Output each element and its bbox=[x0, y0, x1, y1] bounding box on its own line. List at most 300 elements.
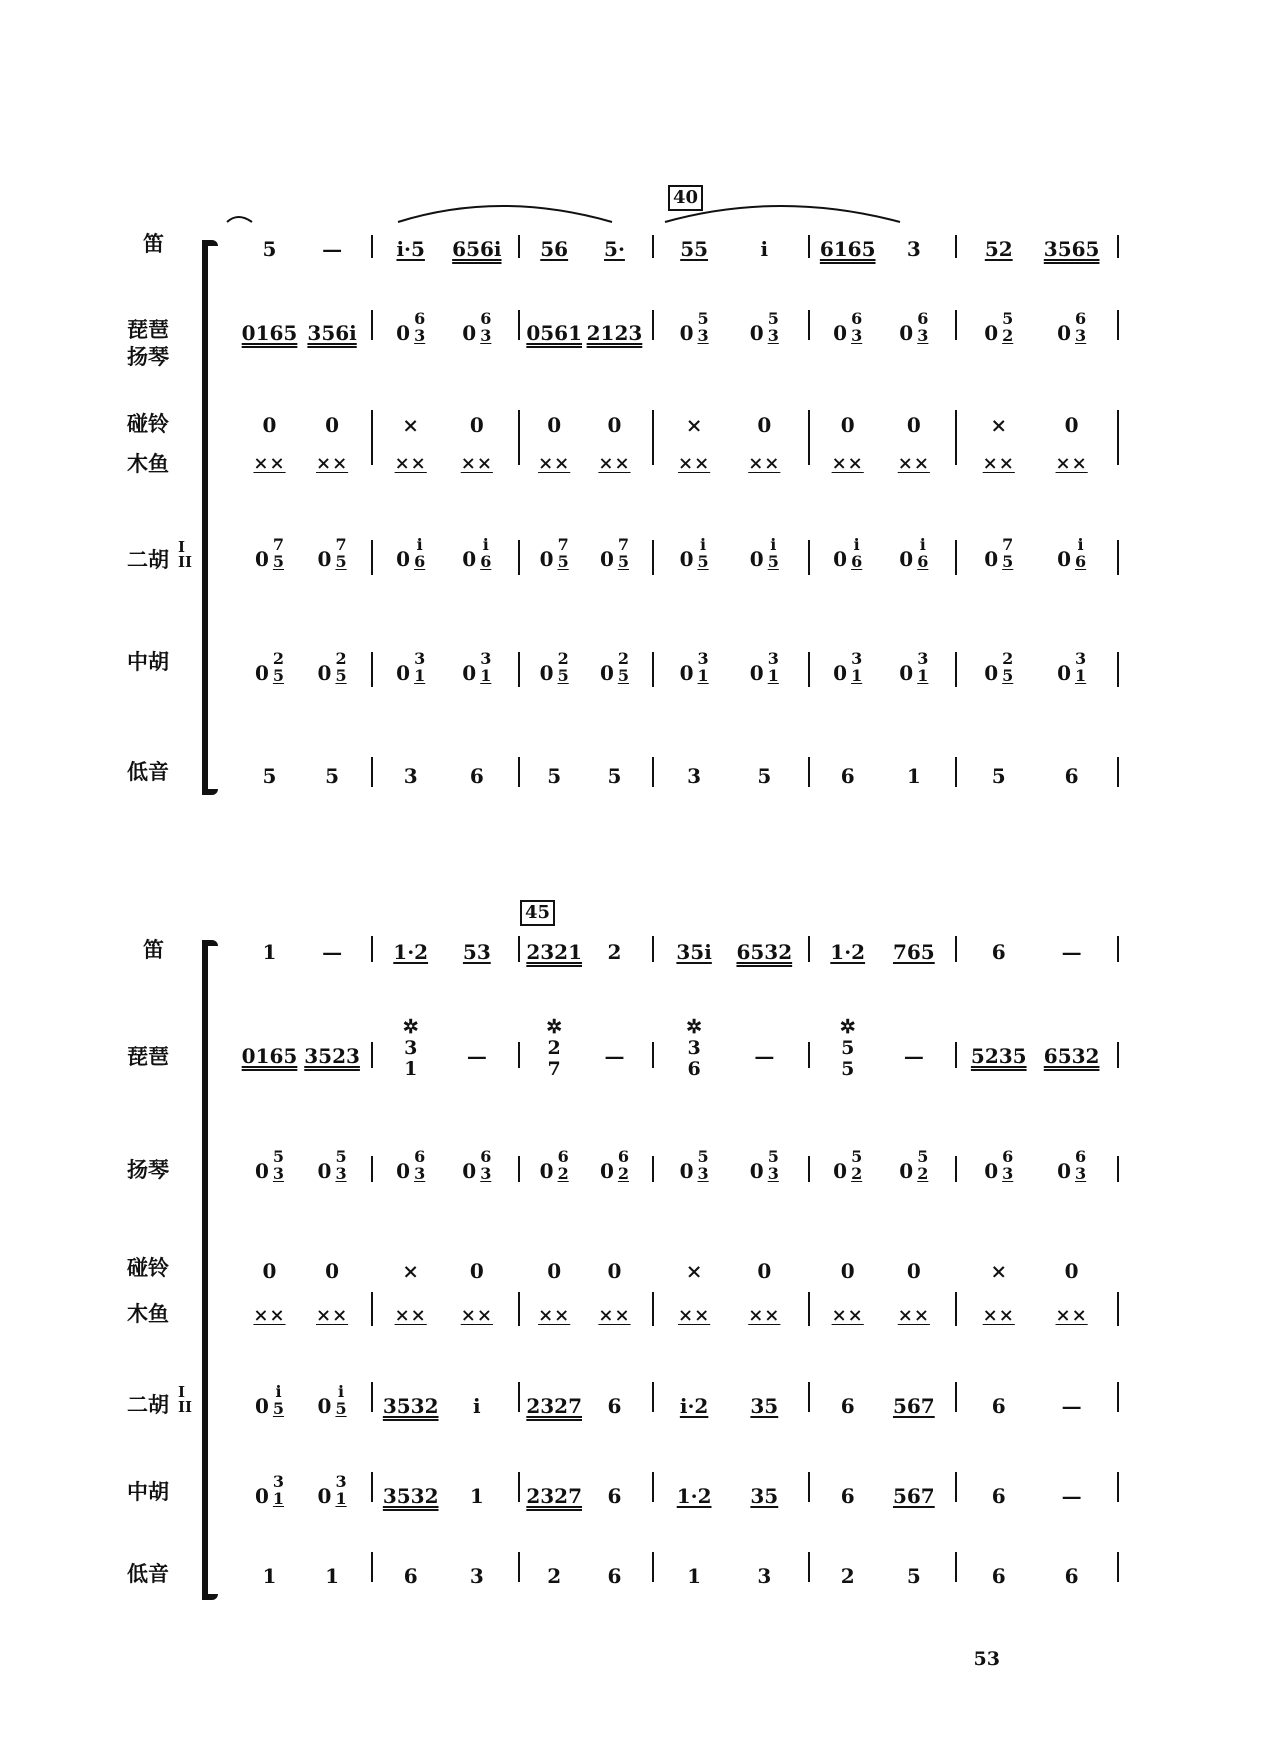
pipa-note-part: ✲ bbox=[402, 1016, 419, 1038]
pipa_yangqin-note-lower: 3 bbox=[767, 326, 779, 345]
erhu-note-upper: 7 bbox=[617, 535, 629, 554]
zhonghu-note: 6 bbox=[607, 1484, 622, 1508]
zhonghu-note-zero: 0 bbox=[984, 661, 999, 685]
pipa_yangqin-note-upper: 6 bbox=[1075, 309, 1087, 328]
pipa_yangqin-note-upper: 5 bbox=[767, 309, 779, 328]
muyu-note: ×× bbox=[598, 1305, 631, 1326]
diyin-note: 5 bbox=[547, 764, 562, 788]
yangqin-note-lower: 3 bbox=[414, 1164, 426, 1183]
pipa_yangqin-note-lower: 2 bbox=[1002, 326, 1014, 345]
erhu-note-upper: 7 bbox=[272, 535, 285, 554]
pipa_yangqin-note-lower: 3 bbox=[697, 326, 709, 345]
erhu-note-upper: i bbox=[919, 535, 926, 554]
pengling-note: × bbox=[685, 413, 703, 437]
pipa-note: — bbox=[604, 1044, 625, 1068]
pengling-note: × bbox=[990, 1259, 1008, 1283]
pipa-note-part: 7 bbox=[547, 1058, 561, 1080]
pipa_yangqin-note-zero: 0 bbox=[984, 321, 999, 345]
diyin-note: 3 bbox=[757, 1564, 772, 1588]
yangqin-note-lower: 3 bbox=[272, 1164, 285, 1183]
yangqin-note-upper: 5 bbox=[767, 1147, 779, 1166]
instrument-label: 木鱼 bbox=[127, 1302, 169, 1326]
diyin-note: 5 bbox=[325, 764, 340, 788]
diyin-note: 5 bbox=[607, 764, 622, 788]
diyin-note: 5 bbox=[906, 1564, 921, 1588]
diyin-note: 6 bbox=[607, 1564, 622, 1588]
pipa-note: 6532 bbox=[1043, 1044, 1100, 1068]
erhu-note-zero: 0 bbox=[749, 547, 764, 571]
diyin-note: 3 bbox=[687, 764, 702, 788]
pipa_yangqin-note-zero: 0 bbox=[833, 321, 848, 345]
muyu-note: ×× bbox=[831, 1305, 864, 1326]
diyin-note: 1 bbox=[325, 1564, 340, 1588]
erhu-note-lower: 5 bbox=[697, 552, 709, 571]
pengling-note: 0 bbox=[469, 1259, 484, 1283]
zhonghu-note-upper: 3 bbox=[335, 1472, 347, 1491]
zhonghu-note-zero: 0 bbox=[899, 661, 914, 685]
zhonghu-note-upper: 3 bbox=[917, 649, 929, 668]
diyin-note: 5 bbox=[262, 764, 277, 788]
pengling-note: 0 bbox=[547, 1259, 562, 1283]
pengling-note: 0 bbox=[757, 413, 772, 437]
zhonghu-note-lower: 1 bbox=[1075, 666, 1087, 685]
zhonghu-note-lower: 1 bbox=[480, 666, 492, 685]
pipa_yangqin-note-zero: 0 bbox=[679, 321, 694, 345]
yangqin-note-lower: 3 bbox=[1075, 1164, 1087, 1183]
diyin-note: 6 bbox=[403, 1564, 418, 1588]
zhonghu-note-upper: 3 bbox=[767, 649, 779, 668]
zhonghu-note-zero: 0 bbox=[254, 661, 269, 685]
diyin-note: 1 bbox=[906, 764, 921, 788]
yangqin-note-zero: 0 bbox=[317, 1159, 332, 1183]
yangqin-note-lower: 3 bbox=[767, 1164, 779, 1183]
erhu-note-zero: 0 bbox=[679, 547, 694, 571]
muyu-note: ×× bbox=[538, 1305, 571, 1326]
di-note: — bbox=[322, 237, 343, 261]
pipa-note-part: 6 bbox=[687, 1058, 701, 1080]
diyin-note: 2 bbox=[840, 1564, 855, 1588]
pipa_yangqin-note-upper: 5 bbox=[1002, 309, 1014, 328]
yangqin-note-zero: 0 bbox=[599, 1159, 614, 1183]
instrument-label: 碰铃 bbox=[127, 412, 169, 436]
zhonghu-note: 1 bbox=[469, 1484, 484, 1508]
erhu-note-upper: i bbox=[338, 1382, 345, 1401]
pengling-note: × bbox=[990, 413, 1008, 437]
muyu-note: ×× bbox=[460, 1305, 493, 1326]
zhonghu-note-zero: 0 bbox=[679, 661, 694, 685]
pipa_yangqin-note-lower: 3 bbox=[917, 326, 929, 345]
erhu-note-lower: 5 bbox=[272, 552, 285, 571]
erhu-note-lower: 6 bbox=[851, 552, 863, 571]
pengling-note: 0 bbox=[547, 413, 562, 437]
erhu-note-lower: 6 bbox=[1075, 552, 1087, 571]
erhu-note-zero: 0 bbox=[833, 547, 848, 571]
zhonghu-note: 6 bbox=[840, 1484, 855, 1508]
pipa_yangqin-note-upper: 6 bbox=[480, 309, 492, 328]
instrument-label: 二胡 bbox=[127, 1393, 169, 1417]
erhu-note-zero: 0 bbox=[984, 547, 999, 571]
yangqin-note-lower: 3 bbox=[480, 1164, 492, 1183]
pengling-note: 0 bbox=[840, 1259, 855, 1283]
diyin-note: 5 bbox=[757, 764, 772, 788]
erhu-note: 2327 bbox=[526, 1394, 583, 1418]
yangqin-note-upper: 6 bbox=[617, 1147, 629, 1166]
di-note: i bbox=[760, 237, 769, 261]
di-note: 2 bbox=[607, 940, 622, 964]
zhonghu-note-lower: 1 bbox=[272, 1489, 285, 1508]
muyu-note: ×× bbox=[460, 453, 493, 474]
pipa_yangqin-note: 2123 bbox=[586, 321, 643, 345]
erhu-note-upper: i bbox=[275, 1382, 282, 1401]
pipa-note-part: 2 bbox=[547, 1037, 561, 1059]
yangqin-note-upper: 5 bbox=[335, 1147, 347, 1166]
page-number: 53 bbox=[973, 1648, 1000, 1670]
di-note: 55 bbox=[680, 237, 709, 261]
muyu-note: ×× bbox=[253, 453, 286, 474]
pipa-note-part: 3 bbox=[687, 1037, 701, 1059]
diyin-note: 5 bbox=[991, 764, 1006, 788]
pengling-note: 0 bbox=[757, 1259, 772, 1283]
muyu-note: ×× bbox=[678, 453, 711, 474]
pipa-note-part: 3 bbox=[404, 1037, 418, 1059]
pipa_yangqin-note-lower: 3 bbox=[414, 326, 426, 345]
zhonghu-note: 3532 bbox=[382, 1484, 439, 1508]
yangqin-note-zero: 0 bbox=[899, 1159, 914, 1183]
pipa-note-part: ✲ bbox=[546, 1016, 563, 1038]
yangqin-note-lower: 3 bbox=[697, 1164, 709, 1183]
erhu-note-zero: 0 bbox=[254, 547, 269, 571]
pipa_yangqin-note-upper: 6 bbox=[851, 309, 863, 328]
zhonghu-note-lower: 5 bbox=[272, 666, 285, 685]
pengling-note: × bbox=[402, 413, 420, 437]
diyin-note: 6 bbox=[1064, 1564, 1079, 1588]
instrument-label: 琵琶 bbox=[127, 318, 169, 342]
yangqin-note-zero: 0 bbox=[833, 1159, 848, 1183]
erhu-note-zero: 0 bbox=[899, 547, 914, 571]
zhonghu-note-lower: 1 bbox=[697, 666, 709, 685]
pipa-note: 0165 bbox=[241, 1044, 298, 1068]
erhu-note-lower: 6 bbox=[480, 552, 492, 571]
erhu-note-zero: 0 bbox=[599, 547, 614, 571]
pengling-note: 0 bbox=[607, 1259, 622, 1283]
muyu-note: ×× bbox=[897, 1305, 930, 1326]
rehearsal-mark: 45 bbox=[520, 900, 555, 926]
zhonghu-note-upper: 3 bbox=[414, 649, 426, 668]
di-note: 656i bbox=[452, 237, 502, 261]
erhu-note: 6 bbox=[991, 1394, 1006, 1418]
yangqin-note-upper: 5 bbox=[917, 1147, 929, 1166]
zhonghu-note-lower: 1 bbox=[851, 666, 863, 685]
yangqin-note-lower: 2 bbox=[917, 1164, 929, 1183]
yangqin-note-lower: 2 bbox=[617, 1164, 629, 1183]
erhu-note: 567 bbox=[892, 1394, 935, 1418]
pengling-note: 0 bbox=[840, 413, 855, 437]
diyin-note: 6 bbox=[840, 764, 855, 788]
instrument-label: 扬琴 bbox=[127, 345, 169, 369]
diyin-note: 6 bbox=[991, 1564, 1006, 1588]
di-note: 6532 bbox=[736, 940, 793, 964]
pengling-note: 0 bbox=[325, 413, 340, 437]
zhonghu-note-lower: 1 bbox=[767, 666, 779, 685]
erhu-note-upper: i bbox=[416, 535, 423, 554]
instrument-label: 琵琶 bbox=[127, 1045, 169, 1069]
muyu-note: ×× bbox=[394, 1305, 427, 1326]
pengling-note: × bbox=[685, 1259, 703, 1283]
di-note: 35i bbox=[676, 940, 712, 964]
di-note: — bbox=[1061, 940, 1082, 964]
pengling-note: 0 bbox=[469, 413, 484, 437]
erhu-note-lower: 6 bbox=[414, 552, 426, 571]
zhonghu-note-lower: 1 bbox=[917, 666, 929, 685]
zhonghu-note-zero: 0 bbox=[462, 661, 477, 685]
yangqin-note-upper: 6 bbox=[1075, 1147, 1087, 1166]
zhonghu-note-upper: 2 bbox=[557, 649, 569, 668]
zhonghu-note-zero: 0 bbox=[317, 1484, 332, 1508]
muyu-note: ×× bbox=[598, 453, 631, 474]
slur bbox=[227, 217, 252, 222]
di-note: 52 bbox=[984, 237, 1013, 261]
yangqin-note-lower: 2 bbox=[851, 1164, 863, 1183]
pipa_yangqin-note-upper: 6 bbox=[917, 309, 929, 328]
di-note: 53 bbox=[462, 940, 491, 964]
erhu-note-zero: 0 bbox=[254, 1394, 269, 1418]
erhu-note: 6 bbox=[840, 1394, 855, 1418]
yangqin-note-zero: 0 bbox=[462, 1159, 477, 1183]
zhonghu-note-lower: 5 bbox=[557, 666, 569, 685]
pengling-note: 0 bbox=[262, 1259, 277, 1283]
diyin-note: 3 bbox=[469, 1564, 484, 1588]
muyu-note: ×× bbox=[315, 1305, 349, 1326]
slur bbox=[398, 206, 612, 222]
pipa-note-part: ✲ bbox=[686, 1016, 703, 1038]
erhu-note-upper: i bbox=[1077, 535, 1084, 554]
diyin-note: 1 bbox=[262, 1564, 277, 1588]
erhu-note-lower: 5 bbox=[272, 1399, 285, 1418]
pipa_yangqin-note: 0561 bbox=[526, 321, 583, 345]
pengling-note: 0 bbox=[262, 413, 277, 437]
pipa-note-part: 5 bbox=[841, 1037, 855, 1059]
muyu-note: ×× bbox=[748, 453, 781, 474]
diyin-note: 6 bbox=[469, 764, 484, 788]
pengling-note: 0 bbox=[607, 413, 622, 437]
zhonghu-note-lower: 1 bbox=[335, 1489, 347, 1508]
yangqin-note-zero: 0 bbox=[984, 1159, 999, 1183]
pipa-note: 3523 bbox=[304, 1044, 360, 1068]
muyu-note: ×× bbox=[1055, 453, 1088, 474]
instrument-label: 二胡 bbox=[127, 548, 169, 572]
zhonghu-note-upper: 2 bbox=[272, 649, 285, 668]
erhu-note-lower: 5 bbox=[335, 552, 347, 571]
pipa-note: — bbox=[754, 1044, 775, 1068]
zhonghu-note-zero: 0 bbox=[1057, 661, 1072, 685]
pipa-note: — bbox=[903, 1044, 924, 1068]
instrument-label: 笛 bbox=[143, 232, 164, 256]
instrument-divisi: I II bbox=[178, 538, 193, 571]
muyu-note: ×× bbox=[748, 1305, 781, 1326]
yangqin-note-upper: 5 bbox=[697, 1147, 709, 1166]
pipa_yangqin-note-zero: 0 bbox=[1057, 321, 1072, 345]
zhonghu-note-upper: 2 bbox=[1002, 649, 1014, 668]
erhu-note: 6 bbox=[607, 1394, 622, 1418]
di-note: 2321 bbox=[526, 940, 583, 964]
pipa_yangqin-note-zero: 0 bbox=[462, 321, 477, 345]
zhonghu-note-upper: 2 bbox=[335, 649, 347, 668]
erhu-note-zero: 0 bbox=[539, 547, 554, 571]
zhonghu-note-lower: 5 bbox=[617, 666, 629, 685]
instrument-label: 笛 bbox=[143, 938, 164, 962]
erhu-note-upper: 7 bbox=[335, 535, 347, 554]
erhu-note-upper: i bbox=[700, 535, 707, 554]
zhonghu-note-upper: 3 bbox=[480, 649, 492, 668]
pipa_yangqin-note-zero: 0 bbox=[396, 321, 411, 345]
yangqin-note-lower: 3 bbox=[1002, 1164, 1014, 1183]
pipa-note: 5235 bbox=[970, 1044, 1027, 1068]
zhonghu-note-upper: 3 bbox=[272, 1472, 285, 1491]
pipa-note-part: ✲ bbox=[839, 1016, 856, 1038]
muyu-note: ×× bbox=[394, 453, 427, 474]
diyin-note: 6 bbox=[1064, 764, 1079, 788]
instrument-divisi: I II bbox=[178, 1383, 193, 1416]
zhonghu-note: 567 bbox=[892, 1484, 935, 1508]
di-note: 765 bbox=[892, 940, 935, 964]
erhu-note-zero: 0 bbox=[396, 547, 411, 571]
yangqin-note-zero: 0 bbox=[254, 1159, 269, 1183]
instrument-label: 低音 bbox=[127, 1562, 169, 1586]
instrument-label: 碰铃 bbox=[127, 1256, 169, 1280]
zhonghu-note-upper: 3 bbox=[1075, 649, 1087, 668]
yangqin-note-lower: 3 bbox=[335, 1164, 347, 1183]
slur bbox=[665, 206, 900, 222]
yangqin-note-zero: 0 bbox=[749, 1159, 764, 1183]
yangqin-note-zero: 0 bbox=[396, 1159, 411, 1183]
pipa-note-part: 5 bbox=[841, 1058, 855, 1080]
pipa_yangqin-note-upper: 5 bbox=[697, 309, 709, 328]
zhonghu-note: 2327 bbox=[526, 1484, 583, 1508]
zhonghu-note-upper: 3 bbox=[851, 649, 863, 668]
di-note: 5· bbox=[604, 237, 625, 261]
zhonghu-note-lower: 5 bbox=[1002, 666, 1014, 685]
zhonghu-note: 1·2 bbox=[676, 1484, 712, 1508]
yangqin-note-zero: 0 bbox=[679, 1159, 694, 1183]
zhonghu-note-zero: 0 bbox=[833, 661, 848, 685]
pengling-note: 0 bbox=[906, 1259, 921, 1283]
pipa-note-part: 1 bbox=[404, 1058, 418, 1080]
muyu-note: ×× bbox=[897, 453, 930, 474]
pipa_yangqin-note: 356i bbox=[307, 321, 357, 345]
pengling-note: 0 bbox=[1064, 1259, 1079, 1283]
muyu-note: ×× bbox=[831, 453, 864, 474]
muyu-note: ×× bbox=[982, 1305, 1015, 1326]
zhonghu-note-zero: 0 bbox=[396, 661, 411, 685]
instrument-label: 低音 bbox=[127, 760, 169, 784]
pipa_yangqin-note-lower: 3 bbox=[480, 326, 492, 345]
erhu-note: 35 bbox=[750, 1394, 779, 1418]
erhu-note-lower: 5 bbox=[1002, 552, 1014, 571]
muyu-note: ×× bbox=[982, 453, 1015, 474]
yangqin-note-lower: 2 bbox=[557, 1164, 569, 1183]
erhu-note-lower: 5 bbox=[617, 552, 629, 571]
erhu-note-lower: 5 bbox=[767, 552, 779, 571]
erhu-note: i·2 bbox=[679, 1394, 709, 1418]
muyu-note: ×× bbox=[538, 453, 571, 474]
instrument-label: 木鱼 bbox=[127, 452, 169, 476]
pipa_yangqin-note-lower: 3 bbox=[1075, 326, 1087, 345]
yangqin-note-upper: 6 bbox=[557, 1147, 569, 1166]
pipa_yangqin-note: 0165 bbox=[241, 321, 298, 345]
zhonghu-note: — bbox=[1061, 1484, 1082, 1508]
diyin-note: 2 bbox=[547, 1564, 562, 1588]
zhonghu-note-zero: 0 bbox=[539, 661, 554, 685]
erhu-note-lower: 5 bbox=[335, 1399, 347, 1418]
erhu-note-upper: 7 bbox=[557, 535, 569, 554]
di-note: 6 bbox=[991, 940, 1006, 964]
zhonghu-note: 35 bbox=[750, 1484, 779, 1508]
zhonghu-note-zero: 0 bbox=[317, 661, 332, 685]
zhonghu-note-zero: 0 bbox=[749, 661, 764, 685]
pengling-note: 0 bbox=[325, 1259, 340, 1283]
yangqin-note-upper: 5 bbox=[851, 1147, 863, 1166]
erhu-note-lower: 5 bbox=[557, 552, 569, 571]
erhu-note-zero: 0 bbox=[1057, 547, 1072, 571]
pengling-note: 0 bbox=[1064, 413, 1079, 437]
yangqin-note-upper: 6 bbox=[480, 1147, 492, 1166]
muyu-note: ×× bbox=[253, 1305, 286, 1326]
erhu-note-lower: 6 bbox=[917, 552, 929, 571]
erhu-note-zero: 0 bbox=[317, 547, 332, 571]
di-note: — bbox=[322, 940, 343, 964]
pipa_yangqin-note-zero: 0 bbox=[749, 321, 764, 345]
di-note: 6165 bbox=[819, 237, 876, 261]
rehearsal-mark: 40 bbox=[668, 185, 703, 211]
instrument-label: 扬琴 bbox=[127, 1158, 169, 1182]
yangqin-note-zero: 0 bbox=[539, 1159, 554, 1183]
erhu-note: i bbox=[473, 1394, 481, 1418]
yangqin-note-upper: 5 bbox=[272, 1147, 285, 1166]
yangqin-note-upper: 6 bbox=[414, 1147, 426, 1166]
erhu-note-zero: 0 bbox=[317, 1394, 332, 1418]
di-note: 5 bbox=[262, 237, 277, 261]
di-note: 1·2 bbox=[393, 940, 429, 964]
zhonghu-note-zero: 0 bbox=[599, 661, 614, 685]
diyin-note: 1 bbox=[687, 1564, 702, 1588]
instrument-label: 中胡 bbox=[127, 650, 169, 674]
erhu-note-upper: i bbox=[482, 535, 489, 554]
muyu-note: ×× bbox=[315, 453, 349, 474]
di-note: i·5 bbox=[396, 237, 425, 261]
yangqin-note-upper: 6 bbox=[1002, 1147, 1014, 1166]
pipa_yangqin-note-upper: 6 bbox=[414, 309, 426, 328]
pipa_yangqin-note-zero: 0 bbox=[899, 321, 914, 345]
instrument-label: 中胡 bbox=[127, 1480, 169, 1504]
zhonghu-note-lower: 1 bbox=[414, 666, 426, 685]
diyin-note: 3 bbox=[403, 764, 418, 788]
zhonghu-note-lower: 5 bbox=[335, 666, 347, 685]
pipa-note: — bbox=[466, 1044, 487, 1068]
erhu-note: 3532 bbox=[382, 1394, 439, 1418]
zhonghu-note-zero: 0 bbox=[254, 1484, 269, 1508]
pengling-note: 0 bbox=[906, 413, 921, 437]
pengling-note: × bbox=[402, 1259, 420, 1283]
erhu-note-upper: i bbox=[853, 535, 860, 554]
di-note: 56 bbox=[540, 237, 569, 261]
di-note: 3565 bbox=[1043, 237, 1100, 261]
di-note: 1·2 bbox=[830, 940, 866, 964]
di-note: 3 bbox=[906, 237, 921, 261]
zhonghu-note-upper: 3 bbox=[697, 649, 709, 668]
muyu-note: ×× bbox=[678, 1305, 711, 1326]
erhu-note: — bbox=[1061, 1394, 1082, 1418]
zhonghu-note: 6 bbox=[991, 1484, 1006, 1508]
